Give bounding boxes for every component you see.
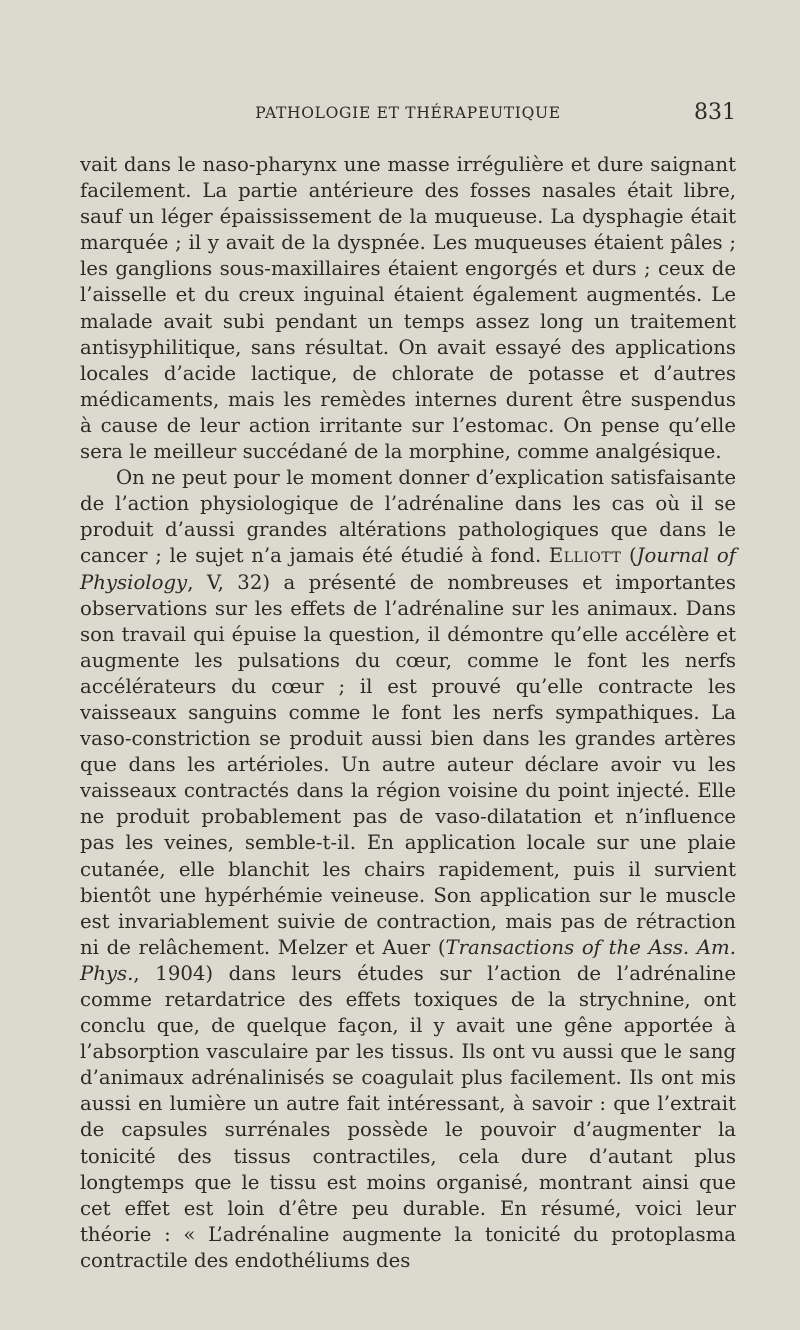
page-content xyxy=(80,100,736,1274)
text-run: vait dans le naso-pharynx une masse irrégulière et dure saignant facilement. La partie antérieure des fosses nasales était libre, sauf un léger épaississement de la muqueuse. La dysphagie était marquée ; il y avait de la dyspnée. Les muqueuses étaient pâles ; les ganglions sous-maxillaires étaient engorgés et durs ; ceux de l’aisselle et du creux inguinal étaient également augmentés. Le malade avait subi pendant un temps assez long un traitement antisyphilitique, sans résultat. On avait essayé des applications locales d’acide lactique, de chlorate de potasse et d’autres médicaments, mais les remèdes internes durent être suspendus à cause de leur action irritante sur l’estomac. On pense qu’elle sera le meilleur succédané de la morphine, comme analgésique. xyxy=(80,153,736,464)
running-head xyxy=(80,100,736,134)
journal-title: Journal of Physiology xyxy=(80,544,736,594)
text-run: , V, 32) a présenté de nombreuses et importantes observations sur les effets de l’adrénaline sur les animaux. Dans son travail qui épuise la question, il démontre qu’elle accélère et augmente les pulsations du cœur, comme le font les nerfs accélérateurs du cœur ; il est prouvé qu’elle contracte les vaisseaux sanguins comme le font les nerfs sympathiques. La vaso-constriction se produit aussi bien dans les grandes artères que dans les artérioles. Un autre auteur déclare avoir vu les vaisseaux contractés dans la région voisine du point injecté. Elle ne produit probablement pas de vaso-dilatation et n’influence pas les veines, semble-t-il. En application locale sur une plaie cutanée, elle blanchit les chairs rapidement, puis il survient bientôt une hypérhémie veineuse. Son application sur le muscle est invariablement suivie de contraction, mais pas de rétraction ni de relâchement. Melzer et Auer ( xyxy=(80,570,736,959)
author-name: Elliott xyxy=(548,544,622,568)
text-run: On ne peut pour le moment donner d’explication satisfaisante de l’action physiologique de l’adrénaline dans les cas où il se produit d’aussi grandes altérations pathologiques que dans le cancer ; le sujet n’a jamais été étudié à fond. xyxy=(80,466,736,568)
text-run: , 1904) dans leurs études sur l’action de l’adrénaline comme retardatrice des effets toxiques de la strychnine, ont conclu que, de quelque façon, il y avait une gêne apportée à l’absorption vasculaire par les tissus. Ils ont vu aussi que le sang d’animaux adrénalinisés se coagulait plus facilement. Ils ont mis aussi en lumière un autre fait intéressant, à savoir : que l’extrait de capsules surrénales possède le pouvoir d’augmenter la tonicité des tissus contractiles, cela dure d’autant plus longtemps que le tissu est moins organisé, montrant ainsi que cet effet est loin d’être peu durable. En résumé, voici leur théorie : « L’adrénaline augmente la tonicité du protoplasma contractile des endothéliums des xyxy=(80,961,736,1272)
paragraph-2 xyxy=(80,465,736,1274)
journal-title: Transactions of the Ass. Am. Phys. xyxy=(80,935,736,985)
paragraph-1 xyxy=(80,152,736,465)
page-number: 831 xyxy=(694,100,736,125)
body-text xyxy=(80,152,736,1274)
text-run: ( xyxy=(621,544,637,568)
running-title: PATHOLOGIE ET THÉRAPEUTIQUE xyxy=(255,104,561,122)
